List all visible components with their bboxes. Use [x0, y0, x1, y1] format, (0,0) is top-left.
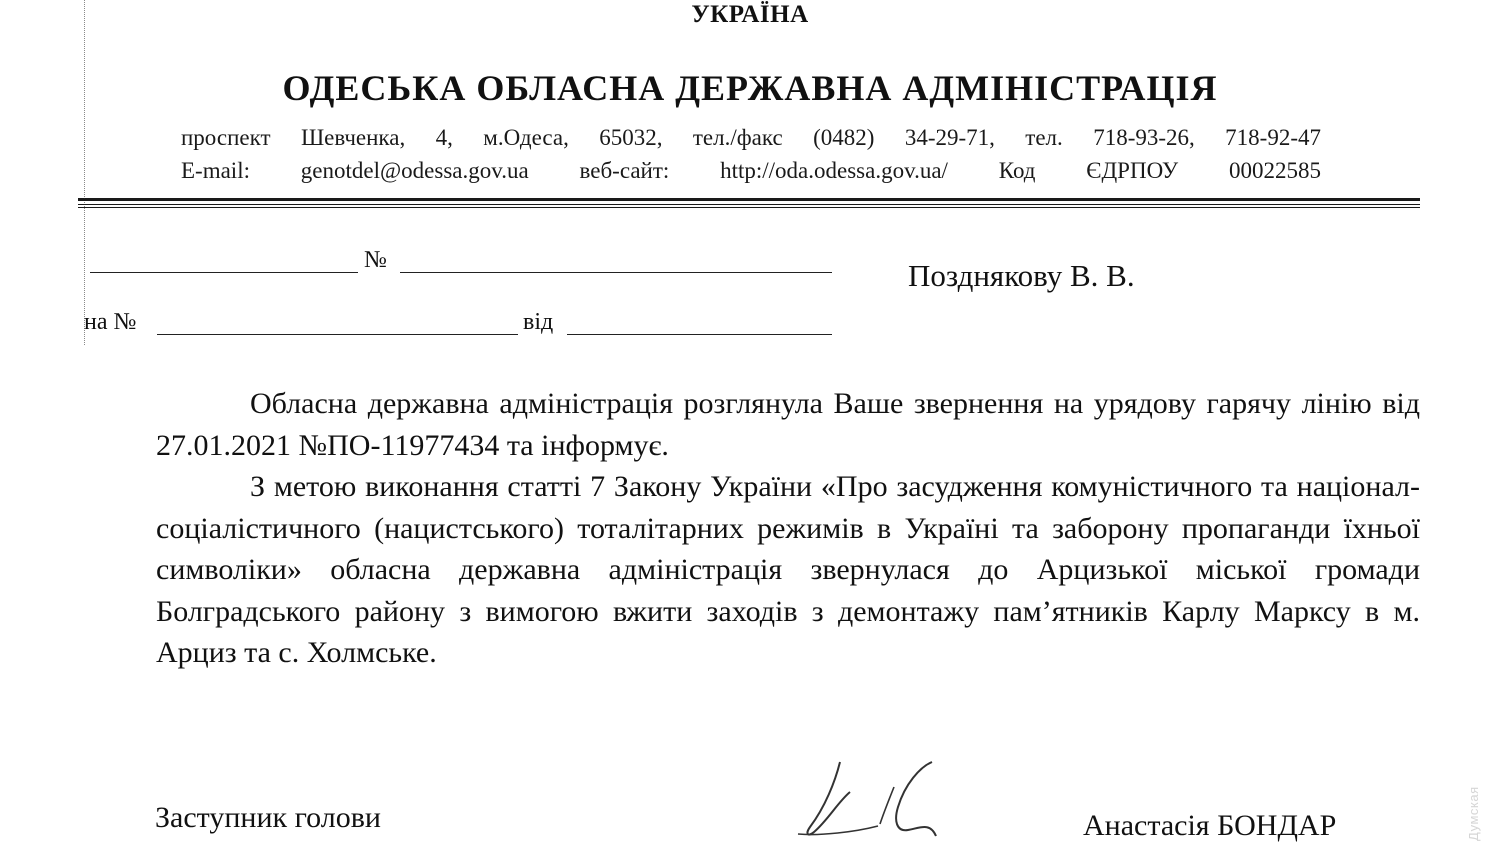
country-heading: УКРАЇНА [691, 1, 809, 28]
from-date-fill-line [567, 334, 832, 335]
recipient-name: Позднякову В. В. [908, 258, 1135, 293]
reply-to-label: на № [84, 309, 137, 335]
watermark-text: Думская [1466, 786, 1481, 841]
address-line: проспект Шевченка, 4, м.Одеса, 65032, тел./факс (0482) 34-29-71, тел. 718-93-26, 718-92-47 [181, 125, 1321, 150]
contact-line: E-mail: genotdel@odessa.gov.ua веб-сайт: http://oda.odessa.gov.ua/ Код ЄДРПОУ 00022585 [181, 158, 1321, 183]
body-paragraph: З метою виконання статті 7 Закону України «Про засудження комуністичного та націонал-соціалістичного (нацистського) тоталітарних режимів в Україні та заборону пропаганди їхньої символіки» обласна державна адміністрація звернулася до Арцизької міської громади Болградського району з вимогою вжити заходів з демонтажу пам’ятників Карлу Марксу в м. Арциз та с. Холмське. [156, 470, 1420, 669]
from-label: від [523, 309, 554, 335]
number-fill-line [400, 272, 832, 273]
number-label: № [364, 247, 387, 273]
header-rule-thin [78, 204, 1420, 205]
page-edge-line [84, 0, 85, 345]
body-paragraph: Обласна державна адміністрація розглянула Ваше звернення на урядову гарячу лінію від 27.01.2021 №ПО-11977434 та інформує. [156, 387, 1420, 462]
header-rule-thin-2 [78, 207, 1420, 208]
handwritten-signature [780, 752, 960, 841]
signatory-name: Анастасія БОНДАР [1083, 809, 1337, 842]
organization-heading: ОДЕСЬКА ОБЛАСНА ДЕРЖАВНА АДМІНІСТРАЦІЯ [282, 68, 1218, 108]
date-fill-line [90, 272, 358, 273]
signatory-title: Заступник голови [155, 801, 381, 834]
reply-number-fill-line [157, 334, 518, 335]
header-rule-thick [78, 198, 1420, 201]
